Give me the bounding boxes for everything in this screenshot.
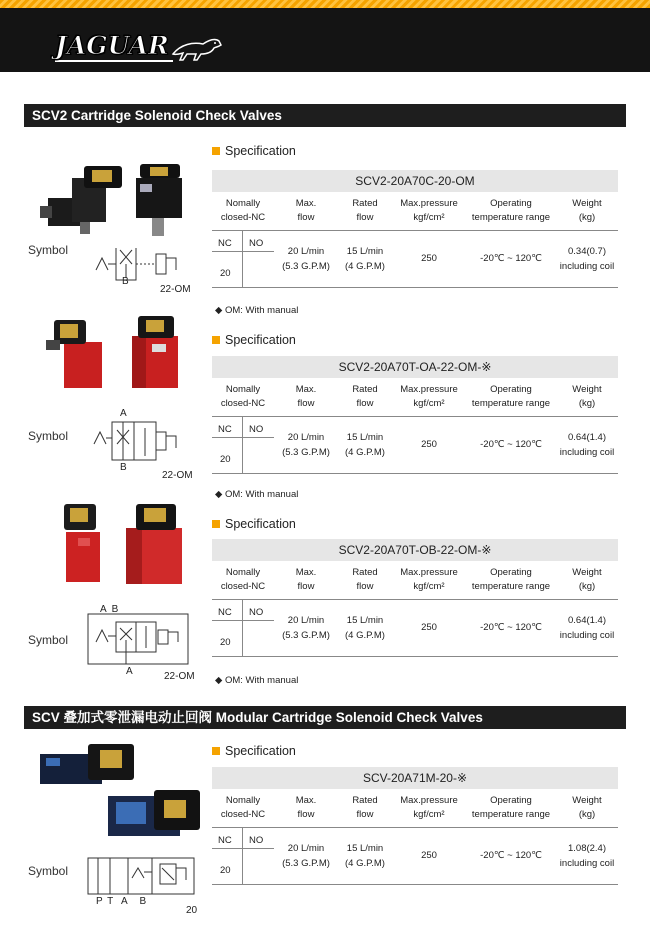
spec-square-icon bbox=[212, 147, 220, 155]
header-max-flow: Max. flow bbox=[274, 192, 338, 230]
temperature-value: -20℃ ~ 120℃ bbox=[466, 416, 556, 473]
spec-table-3 bbox=[212, 539, 618, 657]
header-max-flow: Max. flow bbox=[274, 378, 338, 416]
model-name: SCV2-20A70C-20-OM bbox=[212, 170, 618, 192]
port-label-bottom: P T A B bbox=[96, 896, 148, 907]
temperature-value: -20℃ ~ 120℃ bbox=[466, 599, 556, 656]
header-temperature: Operating temperature range bbox=[466, 789, 556, 827]
valve-photo-1 bbox=[40, 160, 190, 242]
header-temperature: Operating temperature range bbox=[466, 192, 556, 230]
symbol-label: Symbol bbox=[28, 633, 69, 647]
symbol-label: Symbol bbox=[28, 429, 69, 443]
symbol-label: Symbol bbox=[28, 243, 69, 257]
weight-value: 0.34(0.7) including coil bbox=[556, 230, 618, 287]
header-weight: Weight (kg) bbox=[556, 789, 618, 827]
header-temperature: Operating temperature range bbox=[466, 561, 556, 599]
symbol-tag: 22-OM bbox=[162, 470, 193, 481]
top-stripe bbox=[0, 0, 650, 8]
symbol-tag: 22-OM bbox=[164, 671, 195, 682]
max-flow-value: 20 L/min (5.3 G.P.M) bbox=[274, 416, 338, 473]
spec-label: Specification bbox=[225, 144, 296, 158]
note-with-manual: ◆ OM: With manual bbox=[215, 675, 299, 686]
header-max-flow: Max. flow bbox=[274, 789, 338, 827]
spec-heading bbox=[212, 517, 296, 531]
note-with-manual: ◆ OM: With manual bbox=[215, 305, 299, 316]
spec-label: Specification bbox=[225, 333, 296, 347]
valve-photo-3 bbox=[50, 498, 200, 588]
valve-photo-2 bbox=[40, 312, 190, 392]
header-pressure: Max.pressure kgf/cm² bbox=[392, 789, 466, 827]
header-rated-flow: Rated flow bbox=[338, 378, 392, 416]
nc-cell: NC NO 20 bbox=[212, 416, 274, 473]
port-label-bottom: B bbox=[122, 276, 129, 287]
header-weight: Weight (kg) bbox=[556, 561, 618, 599]
spec-table-2 bbox=[212, 356, 618, 474]
spec-heading bbox=[212, 144, 296, 158]
spec-square-icon bbox=[212, 336, 220, 344]
pressure-value: 250 bbox=[392, 416, 466, 473]
header-pressure: Max.pressure kgf/cm² bbox=[392, 378, 466, 416]
valve-photo-4 bbox=[36, 738, 208, 842]
logo-text: JAGUAR bbox=[55, 32, 173, 62]
pressure-value: 250 bbox=[392, 230, 466, 287]
header-nc: Nomally closed-NC bbox=[212, 192, 274, 230]
spec-square-icon bbox=[212, 747, 220, 755]
model-name: SCV-20A71M-20-※ bbox=[212, 767, 618, 789]
port-label-bottom: A bbox=[126, 666, 133, 677]
spec-table-4 bbox=[212, 767, 618, 885]
note-with-manual: ◆ OM: With manual bbox=[215, 489, 299, 500]
header-nc: Nomally closed-NC bbox=[212, 789, 274, 827]
max-flow-value: 20 L/min (5.3 G.P.M) bbox=[274, 230, 338, 287]
symbol-tag: 22-OM bbox=[160, 284, 191, 295]
jaguar-cat-icon bbox=[171, 32, 223, 62]
rated-flow-value: 15 L/min (4 G.P.M) bbox=[338, 827, 392, 884]
rated-flow-value: 15 L/min (4 G.P.M) bbox=[338, 230, 392, 287]
port-label-bottom: B bbox=[120, 462, 127, 473]
spec-square-icon bbox=[212, 520, 220, 528]
spec-label: Specification bbox=[225, 517, 296, 531]
spec-heading bbox=[212, 333, 296, 347]
section-title-scv-modular: SCV 叠加式零泄漏电动止回阀 Modular Cartridge Solenoid Check Valves bbox=[24, 706, 626, 729]
port-label-top: A B bbox=[100, 604, 119, 615]
rated-flow-value: 15 L/min (4 G.P.M) bbox=[338, 416, 392, 473]
nc-cell: NC NO 20 bbox=[212, 599, 274, 656]
spec-table-1 bbox=[212, 170, 618, 288]
port-label-top: A bbox=[120, 408, 127, 419]
hydraulic-symbol-2 bbox=[90, 418, 190, 466]
symbol-tag: 20 bbox=[186, 905, 198, 916]
jaguar-logo bbox=[55, 30, 223, 64]
header-temperature: Operating temperature range bbox=[466, 378, 556, 416]
pressure-value: 250 bbox=[392, 827, 466, 884]
header-nc: Nomally closed-NC bbox=[212, 561, 274, 599]
header-rated-flow: Rated flow bbox=[338, 192, 392, 230]
temperature-value: -20℃ ~ 120℃ bbox=[466, 827, 556, 884]
max-flow-value: 20 L/min (5.3 G.P.M) bbox=[274, 599, 338, 656]
weight-value: 0.64(1.4) including coil bbox=[556, 416, 618, 473]
spec-label: Specification bbox=[225, 744, 296, 758]
header-weight: Weight (kg) bbox=[556, 378, 618, 416]
hydraulic-symbol-4 bbox=[86, 856, 198, 898]
header-rated-flow: Rated flow bbox=[338, 561, 392, 599]
header-pressure: Max.pressure kgf/cm² bbox=[392, 561, 466, 599]
header-pressure: Max.pressure kgf/cm² bbox=[392, 192, 466, 230]
max-flow-value: 20 L/min (5.3 G.P.M) bbox=[274, 827, 338, 884]
symbol-label: Symbol bbox=[28, 864, 69, 878]
spec-heading bbox=[212, 744, 296, 758]
weight-value: 0.64(1.4) including coil bbox=[556, 599, 618, 656]
nc-cell: NC NO 20 bbox=[212, 827, 274, 884]
header-nc: Nomally closed-NC bbox=[212, 378, 274, 416]
model-name: SCV2-20A70T-OB-22-OM-※ bbox=[212, 539, 618, 561]
header-max-flow: Max. flow bbox=[274, 561, 338, 599]
pressure-value: 250 bbox=[392, 599, 466, 656]
header-weight: Weight (kg) bbox=[556, 192, 618, 230]
rated-flow-value: 15 L/min (4 G.P.M) bbox=[338, 599, 392, 656]
temperature-value: -20℃ ~ 120℃ bbox=[466, 230, 556, 287]
header-bar bbox=[0, 8, 650, 72]
nc-cell: NC NO 20 bbox=[212, 230, 274, 287]
section-title-scv2: SCV2 Cartridge Solenoid Check Valves bbox=[24, 104, 626, 127]
hydraulic-symbol-3 bbox=[86, 612, 192, 668]
header-rated-flow: Rated flow bbox=[338, 789, 392, 827]
model-name: SCV2-20A70T-OA-22-OM-※ bbox=[212, 356, 618, 378]
weight-value: 1.08(2.4) including coil bbox=[556, 827, 618, 884]
